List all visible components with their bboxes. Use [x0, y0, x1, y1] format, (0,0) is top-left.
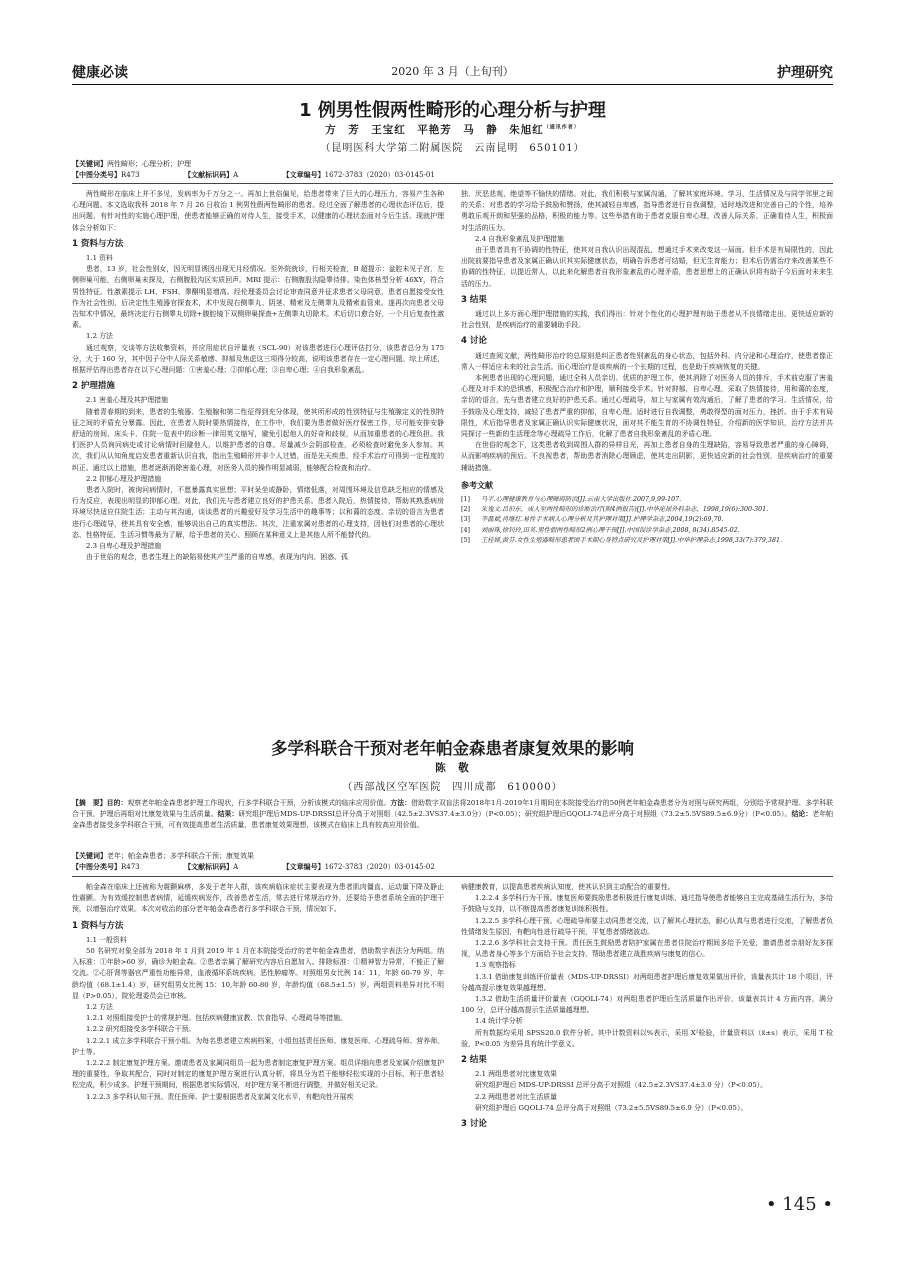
- reference-text: 李磊斌,肖继红.易性手术病人心理分析及其护理对策[J].护理学杂志,2004,19(2):69,70.: [481, 516, 724, 524]
- clc-value: R473: [121, 171, 140, 179]
- body-paragraph: 研究组护理后 MDS-UP-DRSSI 总评分高于对照组（42.5±2.3VS37.4±3.0 分）（P<0.05）。: [475, 1081, 768, 1090]
- subsection-heading: 2.2 两组患者对比生活质量: [475, 1092, 558, 1101]
- clc-label: 【中图分类号】: [72, 171, 121, 179]
- body-paragraph: 由于世俗的观念，患者生理上的缺陷易使其产生严重的自卑感，表现为内向、困惑、孤: [86, 553, 348, 562]
- section-name: 护理研究: [777, 65, 833, 81]
- subsection-heading: 2.1 两组患者对比康复效果: [475, 1070, 558, 1079]
- subsection-heading: 1.3 观察指标: [475, 961, 516, 970]
- body-paragraph: 本例患者出现的心理问题，通过全科人员亲切、优质的护理工作，使其消除了对医务人员的排斥，手术前克服了害羞心理及对手术的恐惧感，积极配合治疗和护理，顺利接受手术。针对抑郁，自卑心理，采取了热情接待，用和蔼的态度，亲切的语言，先与患者建立良好的护患关系。通过心理疏导，加上与家属有效沟通后，了解了患者的学习、生活情况，给予鼓励及心理支持，减轻了患者严重的抑郁，自卑心理。适时进行自我调整，勇敢得型的面对压力，挫折。由于手术有局限性，术后指导患者及家属正确认识实际健康状况，面对其不能生育的不协调性特征，介绍新的医学知识，治疗方法并共同探讨一些新的生活理念等心理疏导工作后，化解了患者自我形象紊乱的矛盾心理。: [461, 374, 833, 439]
- body-paragraph: 通过以上多方面心理护理措施的实践，我们得出：针对个性化的心理护理有助于患者从不良情绪走出，更快适应新的社会性别，是疾病治疗的重要辅助手段。: [461, 310, 833, 330]
- body-paragraph: 1.3.2 借助生活质量评价量表（GQOLI-74）对两组患者护理后生活质量作出评价，该量表共计 4 方面内容，满分 100 分，总评分越高提示生活质量越理想。: [461, 995, 833, 1015]
- abstract-conclusion-label: 结论：: [791, 810, 813, 819]
- section-heading: 3 讨论: [461, 1119, 487, 1130]
- subsection-heading: 1.2 方法: [86, 1003, 113, 1012]
- abstract-goal-label: 目的：: [106, 799, 128, 807]
- body-paragraph: 1.2.2.2 制定康复护理方案。邀请患者及家属同组员一起为患者制定康复护理方案。组员详细向患者及家属介绍康复护理的重要性，争取其配合，同时对制定的康复护理方案进行认真分析，将具分为若干能够轻松实现的小目标，利于患者轻松完成，积少成多。护理干预期间，根据患者实际情况，对护理方案不断进行调整，并做好相关记录。: [72, 1059, 444, 1090]
- abstract-method-label: 方法：: [390, 799, 412, 807]
- subsection-heading: 1.2 方法: [86, 332, 113, 341]
- journal-name: 健康必读: [72, 65, 128, 81]
- section-heading: 4 讨论: [461, 336, 487, 347]
- body-paragraph: 通过查阅文献，两性畸形治疗的总原则是纠正患者性别紊乱的身心状态，包括外科、内分泌和心理治疗，使患者像正常人一样适应未来的社会生活。而心理治疗是该疾病的一个长期的过程，也是助于疾病恢复的关键。: [461, 351, 833, 371]
- article1-meta: [72, 159, 833, 181]
- reference-text: 王桂娣,黄芬.女性生殖器畸形患者围手术期心身特点研究及护理对策[J].中华护理杂志,1998,33(7):379,381.: [481, 536, 782, 544]
- body-paragraph: 独、厌恶悲观、绝望等不愉快的情绪。对此，我们积极与家属沟通，了解其家庭环境、学习、生活情况及与同学邻里之间的关系；对患者的学习给予鼓励和赞扬，使其减轻自卑感，指导患者进行自我调整，适时地改进和完善自己的个性，培养勇敢乐观开朗和坚强的品格，积极的能力等。这些举措有助于患者克服自卑心理，改善人际关系，正确看待人生，积极面对生活的压力。: [461, 190, 833, 232]
- article1-title: 1 例男性假两性畸形的心理分析与护理: [299, 100, 606, 121]
- article1-right-column: [461, 189, 833, 546]
- article2-abstract: [72, 798, 833, 832]
- article1-authors: [72, 122, 833, 137]
- doc-code-label: 【文献标识码】: [184, 863, 234, 871]
- intro-paragraph: 帕金森在临床上还被称为震颤麻痹，多发于老年人群，该疾病临床症状主要表现为患者肌肉僵直、运动量下降及静止性震颤。为有效缓控制患者病情，延缓疾病发作，改善患者生活，常去进行常规治疗外，还要给予患者系统全面的护理干预，以增强治疗效果。本次对收治的部分老年帕金森患者行多学科联合干预，情况如下。: [72, 883, 444, 914]
- clc-value: R473: [121, 863, 140, 871]
- body-paragraph: 患者，13 岁，社会性别女，因无明显诱因出现无月经情况。至外院就诊，行相关检查，B 超提示：盆腔未见子宫，左侧卵巢可能，右侧卵巢未探及，右侧腹股沟区实质回声。MRI 提示：右侧腹股沟隐睾待排。染色体核型分析 46XY，符合男性特征。性激素提示 LH、FSH、睾酮明显增高。经伦理委员会讨论审查同意并征求患者父母同意，患者自愿接受女性作为社会性别，后决定性生殖器官探查术，术中发现右侧睾丸、阴茎、精索及左侧睾丸及精索血管束。遂再次向患者父母告知术中情况，最终决定行右侧睾丸切除+腹腔镜下双侧卵巢探查+左侧睾丸切除术。术后切口愈合好，一个月后复查性激素。: [72, 265, 444, 330]
- article-id-value: 1672-3783（2020）03-0145-02: [324, 863, 435, 871]
- subsection-heading: 2.4 自我形象紊乱及护理措施: [475, 234, 564, 243]
- author-names: 方 芳 王宝红 平艳芳 马 静 朱旭红: [325, 124, 544, 136]
- section-heading: 2 护理措施: [72, 381, 115, 392]
- subsection-heading: 2.2 抑郁心理及护理措施: [86, 474, 162, 483]
- body-paragraph: 随着青春期的到来，患者的生殖器、生殖腺和第二性征得到充分体现，使其所形成的性别特征与生殖腺定义的性别特征之间的矛盾充分暴露。因此，在患者入院时要热情接待，在工作中，我们要为患者做好医疗保密工作，尽可能安排安静舒适的房间，床头卡、住院一览表中的诊断一律用英文缩写，避免引起他人的好奇和歧视，从而加重患者的心理负担。我们医护人员询问病史或讨论病情时回避他人，以维护患者的自尊。尽量减少会阴部检查，必须检查时避免多人参加。其次，我们从认知角度启发患者重新认识自我，指出生殖畸形并非个人过错，而是先天疾患，经手术治疗可得到一定程度的纠正。通过以上措施，患者逐渐消除害羞心理，对医务人员的操作明显减弱，能够配合检查和治疗。: [72, 407, 444, 472]
- body-paragraph: 1.2.2 研究组接受多学科联合干预。: [86, 1025, 196, 1034]
- body-paragraph: 1.2.2.4 多学科行为干预。康复医师要鼓励患者积极进行康复训练，通过指导使患者能够自主完成基础生活行为，多给予鼓励与支持，以不断提高患者康复训练积极性。: [461, 894, 833, 914]
- body-paragraph: 病健康教育，以提高患者疾病认知度，使其认识到主动配合的重要性。: [461, 883, 675, 891]
- abstract-result-label: 结果：: [217, 810, 239, 819]
- reference-number: [4]: [461, 526, 470, 534]
- issue-date: 2020 年 3 月（上旬刊）: [391, 65, 514, 78]
- reference-text: 马平.心理健康教育与心理障碍防治[J].云南大学出版社.2007,9,99-107.: [481, 496, 682, 504]
- article2-classification: [72, 862, 833, 873]
- article1-affiliation: （昆明医科大学第二附属医院 云南昆明 650101）: [320, 143, 585, 154]
- article-id-value: 1672-3783（2020）03-0145-01: [324, 171, 435, 179]
- reference-number: [5]: [461, 536, 470, 544]
- abstract-method: 借助数字双盲法将2018年1月-2019年1月期间在本院接受治疗的50例老年帕金森患者分为对照与研究两组，分别给予常规护理、多学科联合干预，护理后再组对比康复效果与生活质量。: [72, 799, 834, 819]
- article2-affiliation: （西部战区空军医院 四川成都 610000）: [342, 782, 563, 793]
- header-rule: [72, 84, 833, 85]
- body-paragraph: 通过观察，交谈等方法收集资料，并应用症状自评量表（SCL-90）对该患者进行心理评估打分，该患者总分为 175 分，大于 160 分，其中因子分中人际关系敏感、抑郁及焦虑这三项得分较高，说明该患者存在一定心理问题。综上所述，根据评估得出患者存在以下心理问题：①害羞心理；②抑郁心理；③自卑心理；④自我形象紊乱。: [72, 343, 444, 375]
- abstract-goal: 观察老年帕金森患者护理工作现状，行多学科联合干预，分析该模式的临床应用价值。: [127, 799, 391, 807]
- article2-meta: [72, 851, 833, 873]
- body-paragraph: 1.2.2.5 多学科心理干预。心理疏导师要主动同患者交流，以了解其心理状态，耐心认真与患者进行交流，了解患者负性情绪发生原因，有靶向性进行疏导干预，平复患者情绪波动。: [461, 916, 833, 936]
- body-paragraph: 在世俗的观念下，这类患者收到周围人群的异样目光，再加上患者自身的生理缺陷，容易导致患者严重的身心障碍，从而影响疾病的预后。不良视患者，帮助患者消除心理顾虑，使其走出阴影，更快适应新的社会性别，是疾病治疗的重要辅助措施。: [461, 441, 833, 472]
- reference-text: 朱逸文.吕伯东，成人至两性畸形的诊断治疗(附4例报告)[J].中华泌尿外科杂志，1998,19(6):300-301.: [481, 506, 769, 514]
- abstract-result: 研究组护理后MDS-UP-DRSSI总评分高于对照组（42.5±2.3VS37.4±3.0分）（P<0.05）；研究组护理后GQOLI-74总评分高于对照组（73.2±5.5VS89.5±6.9分）（P<0.05）。: [238, 810, 792, 819]
- page-number: • 145 •: [765, 1194, 833, 1215]
- doc-code-label: 【文献标识码】: [184, 171, 234, 179]
- reference-item: [461, 526, 833, 536]
- doc-code-value: A: [233, 863, 239, 871]
- subsection-heading: 2.3 自卑心理及护理措施: [86, 542, 162, 551]
- section-heading: 1 资料与方法: [72, 238, 124, 249]
- clc-label: 【中图分类号】: [72, 863, 121, 871]
- body-paragraph: 1.3.1 借助康复训练评价量表（MDS-UP-DRSSI）对两组患者护理后康复效果做出评价，该量表共计 18 个项目，评分越高提示康复效果越理想。: [461, 972, 833, 992]
- section-heading: 2 结果: [461, 1055, 487, 1066]
- article1-left-column: [72, 189, 444, 564]
- section-heading: 1 资料与方法: [72, 920, 124, 931]
- meta-rule: [72, 183, 833, 184]
- subsection-heading: 1.1 一般资料: [86, 935, 127, 944]
- article2-keywords: [72, 851, 833, 862]
- reference-item: [461, 505, 833, 515]
- keywords-value: 两性畸形；心理分析；护理: [107, 160, 191, 168]
- body-paragraph: 由于患者具有不协调的性特征，使其对自我认识出现混乱，想通过手术来改变这一局面。但手术是有局限性的，因此出院前要指导患者及家属正确认识其实际健康状态，明确告诉患者可结婚，但无生育能力；但术后仍需治疗来改善某些不协调的性特征，以提近常人，以此来化解患者自我形象紊乱的心理矛盾，患者思想上的正确认识将有助于今后面对未来生活的压力。: [461, 246, 833, 288]
- subsection-heading: 1.4 统计学分析: [475, 1017, 523, 1026]
- keywords-label: 【关键词】: [72, 852, 107, 860]
- article2-left-column: [72, 882, 444, 1103]
- body-paragraph: 1.2.2.6 多学科社会支持干预。责任医生鼓励患者陪护家属在患者住院治疗期间多给予关爱，邀请患者亲朋好友多探视，从患者身心等多个方面给予社会支持，帮助患者建立战胜疾病与康复的信心。: [461, 939, 833, 959]
- corresponding-note: （通讯作者）: [543, 124, 580, 131]
- article-id-label: 【文章编号】: [282, 171, 325, 179]
- references-heading: 参考文献: [461, 480, 493, 490]
- reference-number: [1]: [461, 496, 470, 504]
- reference-item: [461, 536, 833, 546]
- article1-keywords: [72, 159, 833, 170]
- body-paragraph: 患者入院时，被询问病情时，不愿暴露真实思想；平时呆坐或静卧，情绪低落，对周围环境及信息缺乏相应的情感及行为反应，表现出明显的抑郁心理。对此，我们先与患者建立良好的护患关系。患者入院后，热情接待，帮助其熟悉病房环境尽快适应住院生活；主动与其沟通，谈谈患者的兴趣爱好及学习生活中的趣事等；以和蔼的态度、亲切的语言为患者进行心理疏导，使其具有安全感，能够说出自己的真实想法。其次，注重家属对患者的心理支持，因他们对患者的心理状态、性格特征、生活习惯等最为了解，给予患者的关心、照顾在某种意义上是其他人所不能替代的。: [72, 486, 444, 539]
- abstract-label: 【摘 要】: [72, 799, 107, 807]
- keywords-label: 【关键词】: [72, 160, 107, 168]
- reference-item: [461, 495, 833, 505]
- body-paragraph: 所有数据均采用 SPSS20.0 软件分析。其中计数资料以%表示，采用 X²检验，计量资料以（x̄±s）表示，采用 T 检验，P<0.05 为差异具有统计学意义。: [461, 1028, 833, 1048]
- body-paragraph: 1.2.1 对照组接受护士的常规护理。包括疾病健康宣教、饮食指导、心理疏导等措施。: [86, 1014, 347, 1023]
- article-id-label: 【文章编号】: [282, 863, 325, 871]
- article2-author: 陈 敬: [435, 762, 470, 774]
- abstract-conclusion: 老年帕金森患者接受多学科联合干预，可有效提高患者生活质量，患者康复效果理想，该模式在临床上具有较高应用价值。: [72, 810, 834, 830]
- subsection-heading: 2.1 害羞心理及其护理措施: [86, 396, 169, 405]
- article2-right-column: [461, 882, 833, 1133]
- body-paragraph: 1.2.2.1 成立多学科联合干预小组。为每名患者建立疾病档案，小组包括责任医师、康复医师、心理疏导师、营养师、护士等。: [72, 1036, 444, 1056]
- reference-number: [2]: [461, 506, 470, 514]
- doc-code-value: A: [233, 171, 239, 179]
- keywords-value: 老年；帕金森患者；多学科联合干预；康复效果: [107, 852, 254, 860]
- meta-rule: [72, 876, 833, 877]
- article1-classification: [72, 170, 833, 181]
- reference-item: [461, 515, 833, 525]
- body-paragraph: 1.2.2.3 多学科认知干预。责任医师、护士要根据患者及家属文化水平，有靶向性开展疾: [86, 1092, 354, 1101]
- body-paragraph: 50 名研究对象全部为 2018 年 1 月到 2019 年 1 月在本院接受治疗的老年帕金森患者，借助数字表法分为两组。纳入标准：①年龄>60 岁，确诊为帕金森。②患者亲属了解研究内容后自愿加入。排除标准：①精神智力异常，不能正了解交流。②心肝肾等器官严重性功能异常，血液循环系统疾病、恶性肿瘤等。对照组男女比例 14：11，年龄 60-79 岁，年龄均值（68.1±1.4）岁，研究组男女比例 15：10,年龄 60-80 岁，年龄均值（68.5±1.5）岁。两组资料差异对比不明显（P>0.05），院伦理委员会已审核。: [72, 947, 444, 1000]
- section-heading: 3 结果: [461, 294, 487, 305]
- intro-paragraph: 两性畸形在临床上并不多见，发病率为千万分之一。再加上世俗偏见，给患者带来了巨大的心理压力，容易产生各种心理问题。本文选取我科 2018 年 7 月 26 日收治 1 例男性假两性畸形的患者。经过全面了解患者的心理状态评估后，提出问题，有针对性的实施心理护理，使患者能够正确的对待人生，接受手术，以健康的心理状态面对今后生活。现就护理体会分析如下：: [72, 190, 444, 232]
- reference-text: 刘丽珠,徐钊玲,田英.男性假两性畸形2例心理干预[J].中国误诊学杂志,2008, 8(34).8545-02.: [481, 526, 740, 534]
- subsection-heading: 1.1 资料: [86, 254, 113, 263]
- article2-title: 多学科联合干预对老年帕金森患者康复效果的影响: [271, 739, 634, 758]
- reference-number: [3]: [461, 516, 470, 524]
- running-header: [72, 62, 833, 84]
- body-paragraph: 研究组护理后 GQOLI-74 总评分高于对照组（73.2±5.5VS89.5±6.9 分）（P<0.05）。: [475, 1103, 748, 1112]
